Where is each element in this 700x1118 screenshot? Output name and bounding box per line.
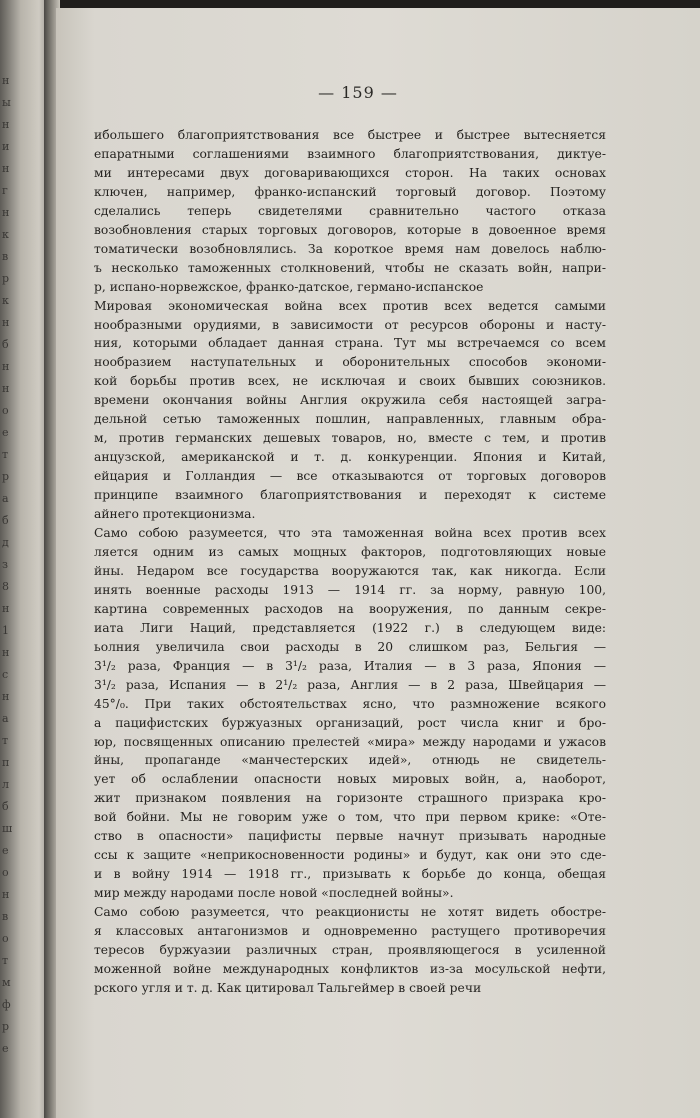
text-line: ключен, например, франко-испанский торговый договор. Поэтому xyxy=(94,184,606,199)
text-line: Само собою разумеется, что эта таможенная война всех против всех xyxy=(94,526,606,541)
left-page-fragment: ф xyxy=(2,998,11,1011)
left-page-fragment: л xyxy=(2,778,9,791)
book-page xyxy=(56,8,700,1118)
left-page-fragment: м xyxy=(2,976,11,989)
text-line: ми интересами двух договаривающихся сторон. На таких основах xyxy=(94,165,606,180)
text-line: 3¹/₂ раза, Франция — в 3¹/₂ раза, Италия — в 3 раза, Япония — xyxy=(94,658,606,673)
left-page-fragment: 8 xyxy=(2,580,9,593)
left-page-fragment: в xyxy=(2,910,9,923)
text-line: кой борьбы против всех, не исключая и своих бывших союзников. xyxy=(94,374,606,389)
text-line: а пацифистских буржуазных организаций, рост числа книг и бро- xyxy=(94,715,606,730)
text-line: 45°/₀. При таких обстоятельствах ясно, что размножение всякого xyxy=(94,696,606,711)
left-page-fragment: ш xyxy=(2,822,13,835)
text-line: ство в опасности» пацифисты первые начнут призывать народные xyxy=(94,829,606,844)
text-line: ъ несколько таможенных столкновений, чтобы не сказать войн, напри- xyxy=(94,260,606,275)
text-line: ейцария и Голландия — все отказываются от торговых договоров xyxy=(94,469,606,484)
text-line: тересов буржуазии различных стран, проявляющегося в усиленной xyxy=(94,942,606,957)
text-line: рского угля и т. д. Как цитировал Тальгеймер в своей речи xyxy=(94,980,482,995)
text-line: мир между народами после новой «последней войны». xyxy=(94,886,454,901)
left-page-fragment: к xyxy=(2,228,9,241)
left-page-fragment: п xyxy=(2,756,10,769)
left-page-fragment: н xyxy=(2,118,10,131)
left-page-fragment: р xyxy=(2,272,10,285)
left-page-fragment: о xyxy=(2,866,9,879)
left-page-fragment: т xyxy=(2,954,9,967)
left-page-fragment: д xyxy=(2,536,9,549)
left-page-fragment: а xyxy=(2,492,9,505)
left-page-fragment: б xyxy=(2,800,9,813)
text-line: ляется одним из самых мощных факторов, подготовляющих новые xyxy=(94,544,606,559)
text-line: р, испано-норвежское, франко-датское, германо-испанское xyxy=(94,279,484,294)
left-page-fragment: н xyxy=(2,206,10,219)
text-line: ссы к защите «неприкосновенности родины» и будут, как они это сде- xyxy=(94,848,606,863)
text-line: картина современных расходов на вооружения, по данным секре- xyxy=(94,601,606,616)
left-page-fragment: к xyxy=(2,294,9,307)
left-page-fragment: н xyxy=(2,316,10,329)
text-line: 3¹/₂ раза, Испания — в 2¹/₂ раза, Англия — в 2 раза, Швейцария — xyxy=(94,677,606,692)
left-page-fragment: н xyxy=(2,602,10,615)
text-line: иата Лиги Наций, представляется (1922 г.) в следующем виде: xyxy=(94,620,606,635)
left-page-text-fragments xyxy=(2,70,46,1060)
left-page-fragment: и xyxy=(2,140,10,153)
left-page-fragment: н xyxy=(2,690,10,703)
left-page-fragment: б xyxy=(2,338,9,351)
paragraph xyxy=(94,126,606,297)
page-number: — 159 — xyxy=(318,83,398,102)
left-page-fragment: р xyxy=(2,470,10,483)
text-line: дельной сетью таможенных пошлин, направленных, главным обра- xyxy=(94,412,606,427)
text-line: моженной войне международных конфликтов из-за мосульской нефти, xyxy=(94,961,606,976)
text-line: йны. Недаром все государства вооружаются так, как никогда. Если xyxy=(94,563,606,578)
text-line: возобновления старых торговых договоров, которые в довоенное время xyxy=(94,222,606,237)
left-page-fragment: 1 xyxy=(2,624,9,637)
left-page-fragment: е xyxy=(2,1042,9,1055)
text-line: Мировая экономическая война всех против всех ведется самыми xyxy=(94,298,606,313)
text-line: ьолния увеличила свои расходы в 20 слишком раз, Бельгия — xyxy=(94,639,606,654)
paragraph xyxy=(94,524,606,903)
left-page-fragment: г xyxy=(2,184,8,197)
text-line: айнего протекционизма. xyxy=(94,507,256,522)
left-page-fragment: в xyxy=(2,250,9,263)
left-page-fragment: н xyxy=(2,162,10,175)
text-line: сделались теперь свидетелями сравнительно частого отказа xyxy=(94,203,606,218)
text-line: епаратными соглашениями взаимного благоприятствования, диктуе- xyxy=(94,146,606,161)
left-page-fragment: т xyxy=(2,734,9,747)
text-line: принципе взаимного благоприятствования и переходят к системе xyxy=(94,488,606,503)
text-line: времени окончания войны Англия окружила себя настоящей загра- xyxy=(94,393,606,408)
left-page-fragment: т xyxy=(2,448,9,461)
text-line: нообразными орудиями, в зависимости от ресурсов обороны и насту- xyxy=(94,317,606,332)
left-page-fragment: н xyxy=(2,646,10,659)
paragraph xyxy=(94,903,606,998)
text-line: ибольшего благоприятствования все быстрее и быстрее вытесняется xyxy=(94,128,606,142)
text-line: томатически возобновлялись. За короткое время нам довелось наблю- xyxy=(94,241,606,256)
page-body-text xyxy=(94,126,606,998)
left-page-fragment: с xyxy=(2,668,9,681)
paragraph xyxy=(94,297,606,524)
left-page-fragment: о xyxy=(2,404,9,417)
left-page-fragment: а xyxy=(2,712,9,725)
left-page-fragment: е xyxy=(2,426,9,439)
text-line: анцузской, американской и т. д. конкуренции. Япония и Китай, xyxy=(94,450,606,465)
text-line: Само собою разумеется, что реакционисты не хотят видеть обостре- xyxy=(94,905,606,920)
left-page-fragment: з xyxy=(2,558,8,571)
left-page-fragment: ы xyxy=(2,96,11,109)
text-line: я классовых антагонизмов и одновременно растущего противоречия xyxy=(94,924,606,939)
text-line: йны, пропаганде «манчестерских идей», отнюдь не свидетель- xyxy=(94,753,606,768)
left-page-fragment: н xyxy=(2,74,10,87)
text-line: юр, посвященных описанию прелестей «мира» между народами и ужасов xyxy=(94,734,606,749)
left-page-fragment: р xyxy=(2,1020,10,1033)
text-line: жит признаком появления на горизонте страшного призрака кро- xyxy=(94,791,606,806)
left-page-fragment: н xyxy=(2,360,10,373)
text-line: и в войну 1914 — 1918 гг., призывать к борьбе до конца, обещая xyxy=(94,867,606,882)
left-page-fragment: о xyxy=(2,932,9,945)
text-line: ния, которыми обладает данная страна. Тут мы встречаемся со всем xyxy=(94,336,606,351)
left-page-fragment: н xyxy=(2,888,10,901)
text-line: вой бойни. Мы не говорим уже о том, что при первом крике: «Оте- xyxy=(94,810,606,825)
left-page-fragment: н xyxy=(2,382,10,395)
left-page-fragment: е xyxy=(2,844,9,857)
text-line: нообразием наступательных и оборонительных способов экономи- xyxy=(94,355,606,370)
text-line: м, против германских дешевых товаров, но, вместе с тем, и против xyxy=(94,431,606,446)
text-line: ует об ослаблении опасности новых мировых войн, а, наоборот, xyxy=(94,772,606,787)
text-line: инять военные расходы 1913 — 1914 гг. за норму, равную 100, xyxy=(94,582,606,597)
left-page-fragment: б xyxy=(2,514,9,527)
